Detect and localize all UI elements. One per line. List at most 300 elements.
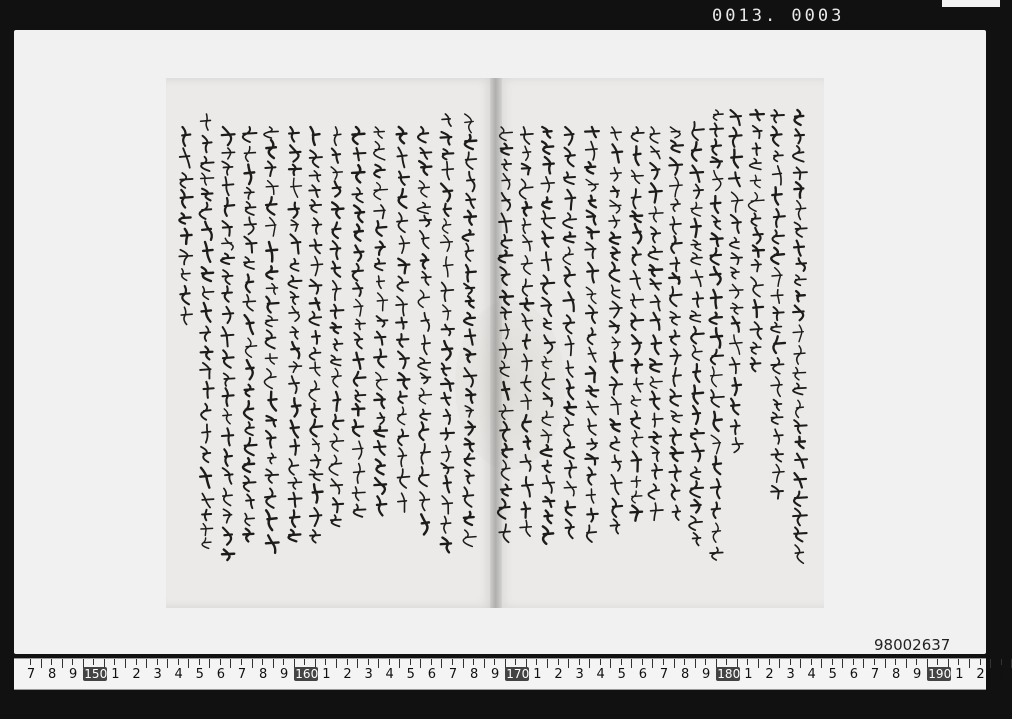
script-stroke — [464, 439, 473, 451]
script-stroke — [520, 520, 531, 536]
script-column — [306, 125, 326, 550]
ruler-tick — [621, 659, 622, 665]
script-stroke — [202, 424, 210, 442]
script-stroke — [542, 252, 552, 270]
script-stroke — [466, 194, 475, 208]
script-stroke — [246, 495, 254, 509]
script-stroke — [609, 216, 620, 228]
script-stroke — [794, 241, 804, 256]
script-stroke — [502, 382, 509, 400]
script-stroke — [418, 358, 430, 370]
script-stroke — [204, 382, 214, 398]
script-stroke — [543, 526, 553, 543]
script-stroke — [223, 270, 233, 284]
script-stroke — [630, 211, 642, 222]
script-stroke — [331, 355, 341, 365]
script-stroke — [245, 165, 255, 184]
script-stroke — [309, 312, 321, 325]
script-stroke — [521, 127, 533, 144]
script-stroke — [631, 411, 640, 428]
script-stroke — [651, 503, 663, 520]
script-stroke — [691, 253, 702, 265]
script-stroke — [693, 386, 704, 404]
script-stroke — [222, 286, 232, 301]
script-stroke — [244, 147, 255, 162]
script-stroke — [691, 467, 701, 479]
script-stroke — [266, 197, 276, 214]
script-stroke — [354, 205, 364, 222]
script-stroke — [773, 307, 783, 320]
script-stroke — [288, 276, 301, 288]
script-stroke — [309, 470, 322, 481]
ruler-tick — [220, 659, 221, 665]
script-stroke — [354, 245, 363, 260]
ruler-tick — [452, 659, 453, 665]
script-stroke — [243, 127, 257, 142]
script-stroke — [632, 170, 643, 183]
script-stroke — [377, 293, 387, 311]
script-stroke — [563, 247, 573, 264]
ruler-label: 4 — [174, 667, 183, 682]
script-stroke — [500, 361, 509, 376]
ruler-half-tick — [589, 659, 590, 668]
ruler-tick — [579, 659, 580, 665]
script-stroke — [523, 235, 532, 250]
script-stroke — [310, 240, 322, 254]
ruler-label: 7 — [26, 667, 36, 682]
script-stroke — [543, 157, 553, 173]
script-stroke — [421, 313, 429, 331]
ruler-tick — [937, 659, 938, 665]
script-stroke — [201, 524, 213, 536]
script-stroke — [200, 326, 210, 341]
script-stroke — [771, 110, 784, 123]
script-stroke — [610, 301, 622, 317]
script-stroke — [500, 291, 513, 305]
script-stroke — [651, 447, 659, 462]
script-stroke — [653, 413, 663, 426]
script-stroke — [397, 213, 407, 232]
script-stroke — [771, 413, 782, 424]
script-stroke — [632, 247, 640, 265]
ruler-half-tick — [821, 659, 822, 668]
script-stroke — [732, 317, 740, 332]
script-stroke — [399, 236, 409, 253]
script-stroke — [501, 235, 511, 248]
ruler-label: 4 — [596, 667, 605, 682]
script-stroke — [542, 127, 551, 138]
script-stroke — [588, 419, 596, 435]
script-stroke — [794, 420, 806, 433]
script-stroke — [397, 127, 407, 143]
script-stroke — [773, 336, 785, 353]
script-stroke — [466, 152, 477, 169]
script-stroke — [693, 364, 700, 382]
ruler-tick — [705, 659, 706, 665]
script-stroke — [648, 484, 659, 499]
script-stroke — [564, 267, 574, 286]
ruler-half-tick — [420, 659, 421, 668]
ruler-label: 4 — [385, 667, 394, 682]
script-stroke — [333, 281, 341, 300]
script-stroke — [752, 260, 761, 272]
script-stroke — [353, 420, 364, 436]
script-stroke — [565, 127, 574, 145]
script-stroke — [418, 290, 429, 307]
script-stroke — [585, 454, 598, 464]
script-stroke — [649, 207, 663, 222]
script-stroke — [670, 287, 682, 306]
script-stroke — [465, 470, 474, 483]
script-stroke — [771, 290, 783, 303]
script-stroke — [377, 276, 384, 288]
script-stroke — [441, 428, 454, 439]
ruler-label: 7 — [659, 667, 669, 682]
script-stroke — [543, 497, 554, 507]
script-stroke — [522, 219, 530, 234]
script-stroke — [266, 510, 276, 530]
script-stroke — [500, 422, 509, 441]
script-stroke — [420, 216, 431, 227]
script-stroke — [610, 233, 620, 244]
ruler-label: 8 — [47, 667, 57, 682]
script-column — [560, 125, 580, 545]
ruler-tick — [473, 659, 474, 665]
script-stroke — [611, 519, 620, 533]
ruler-label: 150 — [84, 667, 108, 681]
script-stroke — [332, 149, 340, 163]
script-stroke — [290, 292, 298, 304]
script-stroke — [266, 316, 278, 327]
script-stroke — [650, 377, 662, 388]
script-stroke — [711, 328, 722, 347]
script-stroke — [333, 392, 340, 411]
script-stroke — [200, 203, 212, 219]
script-stroke — [311, 404, 319, 417]
script-stroke — [542, 142, 553, 154]
script-stroke — [650, 183, 662, 202]
script-stroke — [650, 392, 659, 410]
script-stroke — [544, 335, 555, 353]
script-column — [687, 120, 707, 550]
script-stroke — [541, 430, 551, 443]
script-stroke — [693, 533, 701, 545]
ruler-tick — [347, 659, 348, 665]
script-stroke — [711, 390, 724, 407]
script-stroke — [374, 426, 387, 436]
script-column — [197, 112, 217, 550]
ruler-half-tick — [273, 659, 274, 668]
script-stroke — [201, 157, 214, 171]
script-stroke — [422, 335, 430, 354]
script-stroke — [751, 342, 761, 353]
script-stroke — [670, 177, 682, 197]
script-stroke — [443, 149, 454, 159]
script-stroke — [290, 259, 298, 271]
script-stroke — [499, 524, 510, 542]
script-stroke — [542, 356, 552, 368]
script-stroke — [201, 447, 210, 462]
script-stroke — [289, 362, 301, 372]
script-stroke — [690, 481, 703, 497]
script-stroke — [421, 254, 429, 268]
script-stroke — [771, 486, 783, 499]
script-stroke — [541, 177, 554, 192]
script-stroke — [333, 339, 342, 350]
script-stroke — [243, 458, 254, 472]
ruler-label: 5 — [617, 667, 626, 682]
script-stroke — [374, 142, 385, 160]
script-stroke — [332, 202, 343, 218]
script-stroke — [441, 393, 450, 405]
script-stroke — [398, 373, 410, 388]
ruler-label: 9 — [280, 667, 289, 682]
script-stroke — [585, 127, 599, 137]
script-stroke — [288, 478, 301, 489]
script-stroke — [419, 388, 431, 403]
script-stroke — [244, 217, 256, 234]
script-stroke — [729, 128, 741, 147]
script-stroke — [564, 439, 574, 458]
ruler-label: 9 — [491, 667, 500, 682]
script-stroke — [730, 110, 741, 125]
script-stroke — [542, 373, 554, 389]
script-stroke — [422, 272, 431, 285]
script-stroke — [376, 242, 385, 255]
ruler-label: 3 — [364, 667, 373, 682]
script-stroke — [794, 346, 805, 364]
script-stroke — [202, 538, 211, 548]
script-column — [707, 108, 727, 560]
ruler-label: 3 — [997, 667, 1006, 682]
script-column — [582, 125, 602, 550]
script-column — [627, 125, 647, 515]
script-stroke — [711, 435, 720, 453]
ruler-half-tick — [779, 659, 780, 668]
ruler-label: 5 — [195, 667, 204, 682]
script-stroke — [670, 127, 680, 138]
script-stroke — [794, 182, 803, 197]
script-stroke — [650, 359, 662, 372]
script-stroke — [796, 258, 806, 271]
script-stroke — [246, 202, 256, 215]
script-stroke — [376, 221, 386, 236]
ruler-half-tick — [547, 659, 548, 668]
script-stroke — [310, 508, 321, 526]
script-stroke — [541, 275, 554, 293]
script-stroke — [611, 397, 621, 414]
script-stroke — [464, 284, 474, 294]
ruler-tick — [916, 659, 917, 665]
ruler-label: 170 — [506, 667, 530, 681]
script-stroke — [690, 311, 700, 322]
script-stroke — [793, 368, 805, 380]
script-stroke — [352, 487, 364, 500]
script-stroke — [521, 395, 531, 410]
script-stroke — [331, 479, 343, 494]
script-stroke — [711, 233, 723, 245]
script-stroke — [418, 127, 428, 142]
ruler-tick — [368, 659, 369, 665]
script-stroke — [649, 432, 661, 444]
script-stroke — [356, 319, 366, 329]
script-stroke — [311, 455, 320, 468]
script-stroke — [671, 141, 683, 152]
script-stroke — [465, 422, 475, 435]
ruler-tick — [726, 659, 727, 665]
script-stroke — [266, 284, 277, 295]
ruler-label: 1 — [744, 667, 753, 682]
script-column — [349, 125, 369, 520]
script-stroke — [670, 312, 680, 325]
script-stroke — [713, 171, 723, 191]
script-stroke — [397, 334, 408, 347]
script-column — [726, 108, 746, 450]
script-stroke — [749, 193, 764, 212]
script-stroke — [289, 493, 302, 507]
script-stroke — [730, 358, 740, 374]
script-stroke — [266, 140, 276, 158]
script-stroke — [245, 385, 254, 397]
ruler-half-tick — [441, 659, 442, 668]
script-stroke — [201, 347, 213, 360]
script-stroke — [611, 187, 619, 198]
script-stroke — [612, 499, 622, 517]
ruler-label: 8 — [680, 667, 690, 682]
script-stroke — [771, 358, 783, 374]
script-stroke — [465, 406, 473, 417]
script-stroke — [587, 263, 598, 283]
script-stroke — [374, 441, 385, 455]
script-stroke — [632, 359, 642, 373]
script-stroke — [731, 399, 739, 415]
script-stroke — [291, 234, 301, 253]
ruler-tick — [515, 659, 516, 665]
script-stroke — [502, 159, 511, 170]
script-stroke — [793, 325, 803, 342]
ruler-half-tick — [885, 659, 886, 668]
script-stroke — [586, 179, 598, 191]
ruler-label: 9 — [702, 667, 711, 682]
ruler-label: 7 — [448, 667, 458, 682]
script-stroke — [794, 167, 807, 179]
script-stroke — [374, 205, 385, 218]
script-stroke — [333, 415, 343, 430]
script-stroke — [521, 256, 532, 275]
ruler-half-tick — [652, 659, 653, 668]
script-stroke — [610, 437, 619, 451]
script-stroke — [420, 410, 430, 420]
script-stroke — [245, 514, 254, 526]
script-stroke — [223, 409, 232, 424]
script-stroke — [398, 493, 407, 512]
script-stroke — [375, 259, 385, 271]
ruler-tick — [980, 659, 981, 665]
script-stroke — [203, 287, 214, 300]
script-stroke — [289, 459, 298, 475]
script-stroke — [732, 378, 741, 395]
script-stroke — [669, 158, 682, 175]
script-stroke — [650, 127, 659, 143]
script-stroke — [634, 378, 643, 391]
ruler-tick — [832, 659, 833, 665]
script-stroke — [201, 114, 211, 130]
script-stroke — [442, 364, 451, 376]
script-stroke — [202, 494, 213, 508]
script-stroke — [500, 343, 513, 358]
script-stroke — [612, 285, 620, 298]
script-stroke — [502, 193, 510, 210]
script-column — [790, 108, 810, 555]
script-stroke — [310, 362, 320, 376]
script-stroke — [312, 331, 320, 344]
script-stroke — [565, 148, 575, 167]
script-stroke — [691, 500, 700, 513]
ruler-label: 2 — [765, 667, 774, 682]
script-column — [606, 125, 626, 540]
ruler-label: 2 — [554, 667, 563, 682]
ruler-tick — [72, 659, 73, 665]
script-stroke — [442, 445, 451, 461]
ruler-half-tick — [674, 659, 675, 668]
script-stroke — [290, 327, 298, 339]
script-stroke — [374, 183, 387, 200]
script-stroke — [670, 349, 680, 364]
script-stroke — [672, 505, 680, 519]
ruler-label: 7 — [237, 667, 247, 682]
script-stroke — [631, 476, 640, 487]
script-stroke — [544, 393, 553, 406]
script-stroke — [310, 200, 321, 213]
ruler-tick — [304, 659, 305, 665]
script-stroke — [711, 157, 722, 167]
script-stroke — [398, 448, 406, 467]
script-stroke — [711, 290, 722, 308]
script-stroke — [354, 225, 362, 241]
ruler-half-tick — [62, 659, 63, 668]
script-stroke — [671, 236, 682, 253]
script-stroke — [223, 528, 232, 545]
script-stroke — [200, 363, 210, 379]
ruler-half-tick — [842, 659, 843, 668]
script-stroke — [541, 445, 552, 456]
script-stroke — [309, 185, 320, 197]
script-stroke — [500, 267, 509, 285]
script-stroke — [754, 228, 763, 244]
ruler-half-tick — [990, 659, 991, 668]
script-stroke — [731, 267, 739, 278]
script-stroke — [352, 404, 364, 415]
ruler-tick — [114, 659, 115, 665]
script-stroke — [353, 441, 363, 459]
script-stroke — [750, 159, 761, 170]
ruler-half-tick — [695, 659, 696, 668]
script-stroke — [244, 257, 254, 269]
script-stroke — [246, 360, 253, 379]
script-stroke — [711, 248, 721, 264]
script-stroke — [465, 329, 475, 344]
script-stroke — [729, 172, 740, 186]
script-stroke — [180, 148, 190, 167]
script-stroke — [795, 454, 807, 468]
ruler-half-tick — [357, 659, 358, 668]
script-stroke — [730, 335, 742, 354]
script-stroke — [522, 477, 533, 497]
script-stroke — [565, 336, 573, 356]
script-stroke — [796, 291, 805, 301]
ruler-tick — [410, 659, 411, 665]
script-stroke — [441, 235, 453, 251]
